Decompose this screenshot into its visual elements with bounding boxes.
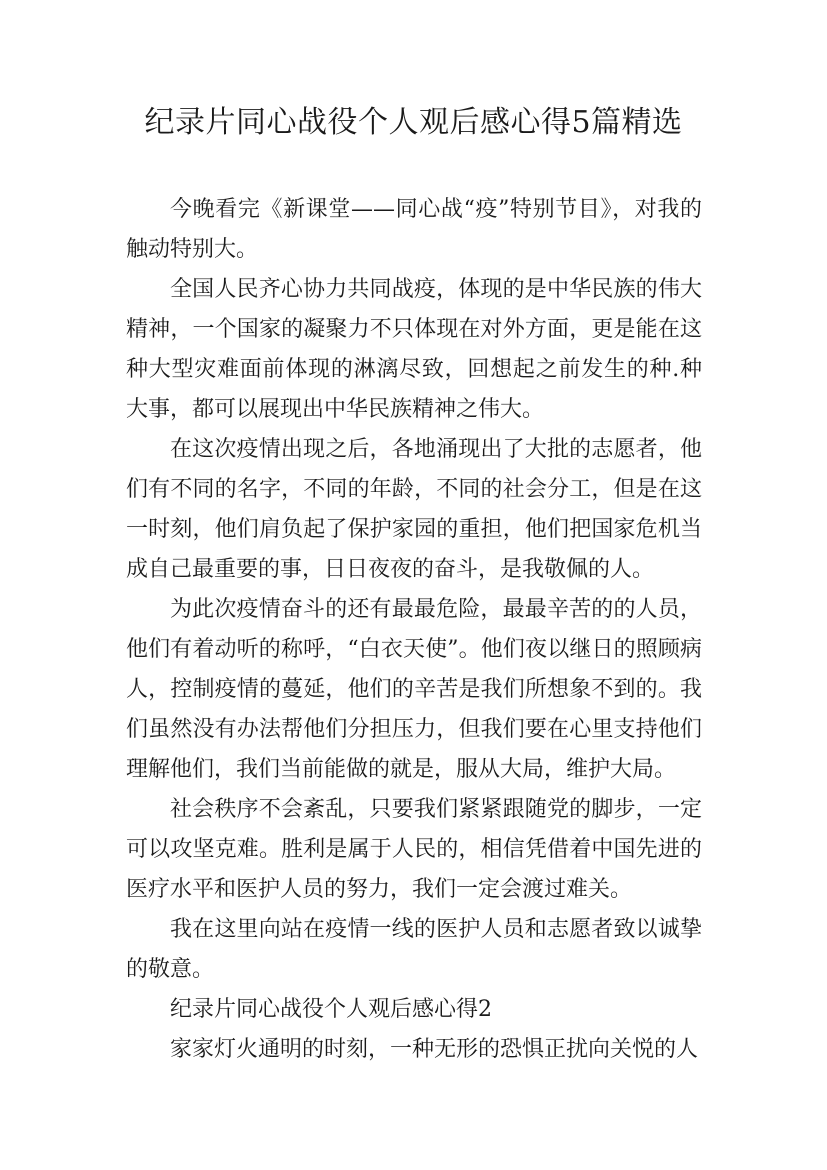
paragraph-national-spirit: 全国人民齐心协力共同战疫，体现的是中华民族的伟大精神，一个国家的凝聚力不只体现在对外方面，更是能在这种大型灾难面前体现的淋漓尽致，回想起之前发生的种.种大事，都可以展现出中华民族精神之伟大。 xyxy=(126,277,702,422)
paragraph-section-2-start: 家家灯火通明的时刻，一种无形的恐惧正扰向关悦的人 xyxy=(170,1037,699,1062)
paragraph-social-order: 社会秩序不会紊乱，只要我们紧紧跟随党的脚步，一定可以攻坚克难。胜利是属于人民的，相信凭借着中国先进的医疗水平和医护人员的努力，我们一定会渡过难关。 xyxy=(126,797,702,902)
document-title: 纪录片同心战役个人观后感心得5篇精选 xyxy=(144,105,683,140)
section-heading-2: 纪录片同心战役个人观后感心得2 xyxy=(170,997,492,1022)
paragraph-respect: 我在这里向站在疫情一线的医护人员和志愿者致以诚挚的敬意。 xyxy=(126,917,702,982)
paragraph-intro: 今晚看完《新课堂——同心战“疫”特别节目》，对我的触动特别大。 xyxy=(126,197,702,262)
paragraph-volunteers: 在这次疫情出现之后，各地涌现出了大批的志愿者，他们有不同的名字，不同的年龄，不同的社会分工，但是在这一时刻，他们肩负起了保护家园的重担，他们把国家危机当成自己最重要的事，日日夜夜的奋斗，是我敬佩的人。 xyxy=(126,437,702,582)
document-body xyxy=(126,190,702,1070)
paragraph-medical-staff: 为此次疫情奋斗的还有最最危险，最最辛苦的的人员，他们有着动听的称呼，“白衣天使”。他们夜以继日的照顾病人，控制疫情的蔓延，他们的辛苦是我们所想象不到的。我们虽然没有办法帮他们分担压力，但我们要在心里支持他们理解他们，我们当前能做的就是，服从大局，维护大局。 xyxy=(126,597,702,782)
